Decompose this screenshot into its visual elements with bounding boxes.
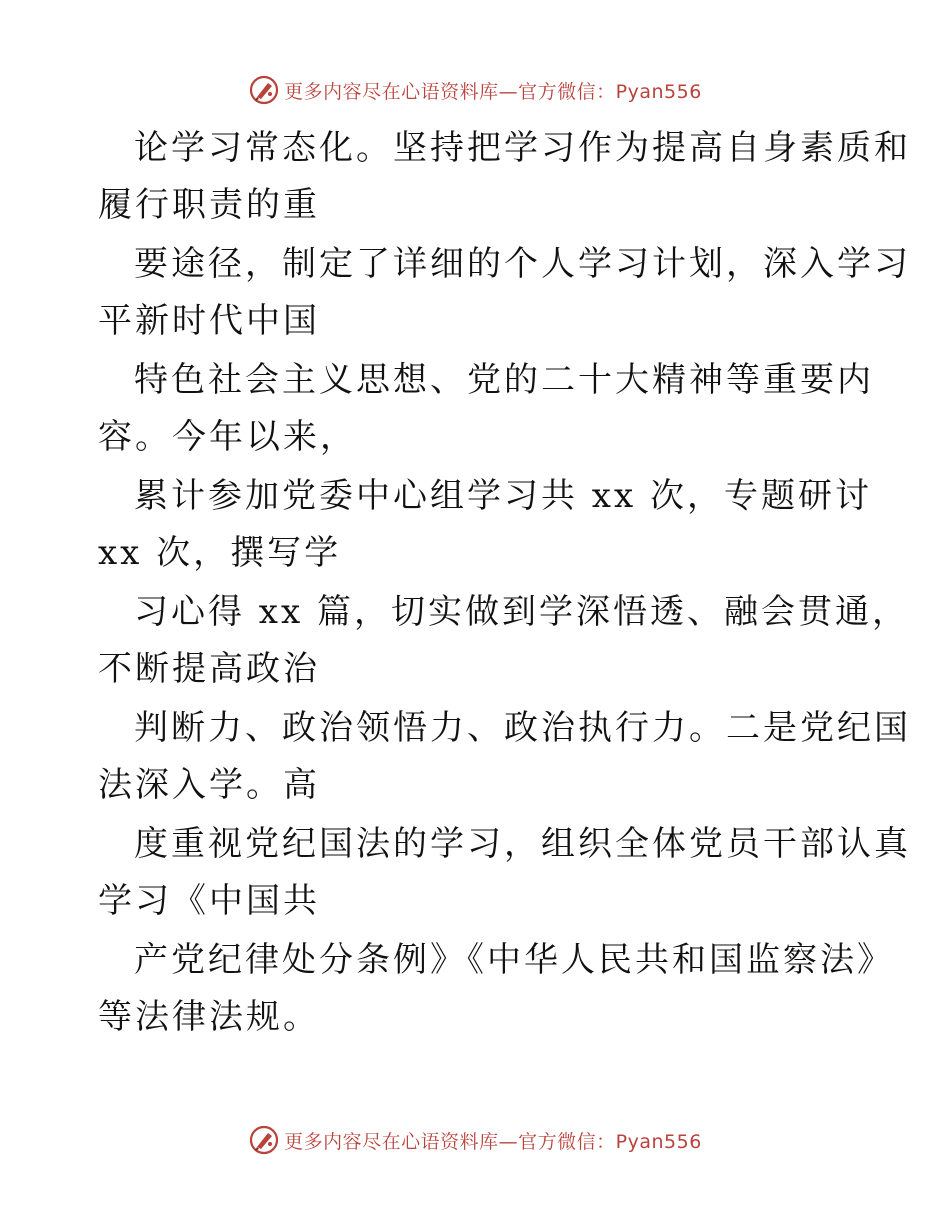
- body-line: 容。今年以来，: [98, 417, 357, 457]
- body-line: 产党纪律处分条例》《中华人民共和国监察法》: [134, 940, 894, 980]
- body-line: 等法律法规。: [98, 997, 320, 1037]
- body-line: 特色社会主义思想、党的二十大精神等重要内: [134, 360, 874, 400]
- body-line: 履行职责的重: [98, 185, 320, 225]
- body-line: 度重视党纪国法的学习，组织全体党员干部认真: [134, 824, 911, 864]
- body-line: 习心得 xx 篇，切实做到学深悟透、融会贯通，: [134, 592, 909, 632]
- body-line: 要途径，制定了详细的个人学习计划，深入学习: [134, 244, 911, 284]
- body-line: 累计参加党委中心组学习共 xx 次，专题研讨: [134, 476, 872, 516]
- pen-seal-logo-icon: [248, 74, 280, 106]
- header-banner-text: 更多内容尽在心语资料库—官方微信：Pyan556: [284, 80, 702, 103]
- body-line: 论学习常态化。坚持把学习作为提高自身素质和: [134, 128, 911, 168]
- body-line: 法深入学。高: [98, 765, 320, 805]
- body-line: 不断提高政治: [98, 649, 320, 689]
- footer-banner: [0, 1120, 950, 1160]
- footer-banner-text: 更多内容尽在心语资料库—官方微信：Pyan556: [284, 1130, 702, 1153]
- body-line: 判断力、政治领悟力、政治执行力。二是党纪国: [134, 708, 911, 748]
- pen-seal-logo-icon: [248, 1124, 280, 1156]
- body-line: 学习《中国共: [98, 881, 320, 921]
- body-line: 平新时代中国: [98, 301, 320, 341]
- header-banner: [0, 70, 950, 110]
- body-line: xx 次，撰写学: [98, 533, 342, 573]
